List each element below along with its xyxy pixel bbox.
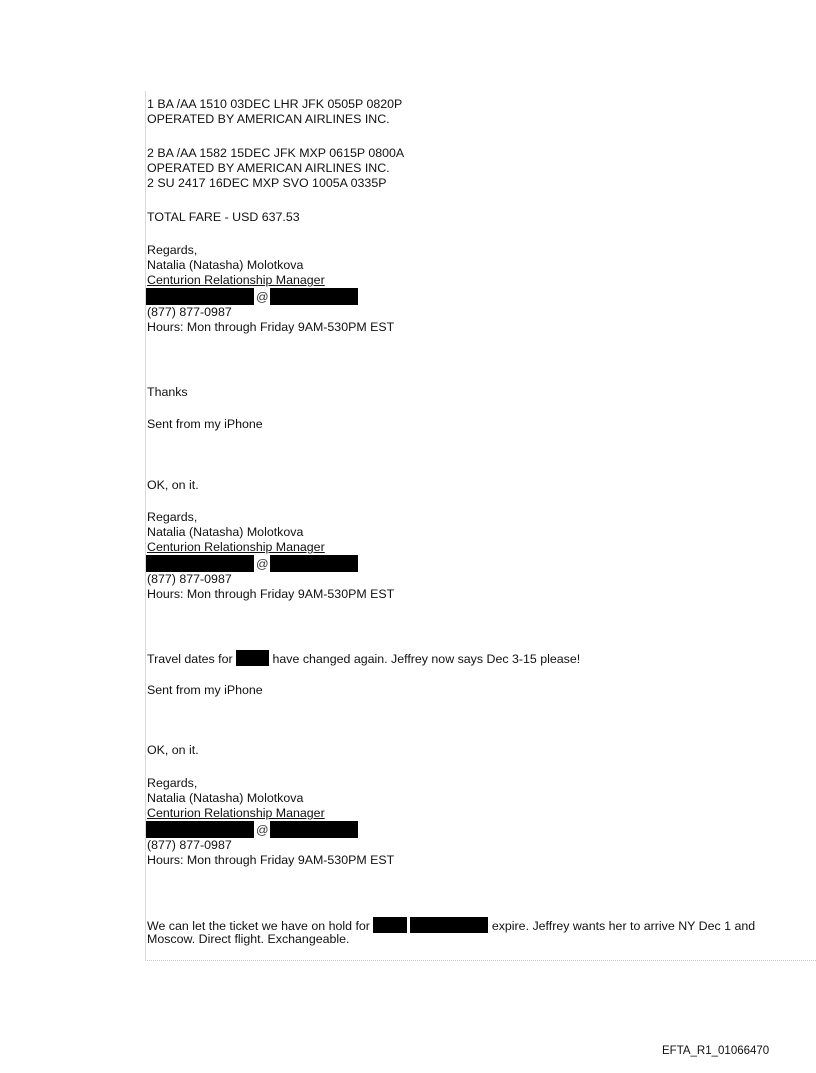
- itinerary-line-4: OPERATED BY AMERICAN AIRLINES INC.: [147, 161, 390, 175]
- redacted-name: [236, 650, 269, 666]
- signature-hours: Hours: Mon through Friday 9AM-530PM EST: [147, 320, 395, 334]
- redacted-email-domain: [270, 821, 358, 838]
- signature-title: Centurion Relationship Manager: [147, 273, 325, 287]
- signature-phone: (877) 877-0987: [147, 305, 232, 319]
- message-ticket-hold: [147, 917, 755, 933]
- signature-name: Natalia (Natasha) Molotkova: [147, 525, 304, 539]
- email-at-symbol: @: [256, 823, 269, 837]
- email-at-symbol: @: [256, 290, 269, 304]
- message-ticket-text: We can let the ticket we have on hold for: [147, 919, 374, 933]
- signature-regards: Regards,: [147, 243, 198, 257]
- message-sent-from-iphone: Sent from my iPhone: [147, 417, 263, 431]
- redacted-email-user: [146, 821, 254, 838]
- itinerary-line-3: 2 BA /AA 1582 15DEC JFK MXP 0615P 0800A: [147, 146, 405, 160]
- signature-title: Centurion Relationship Manager: [147, 806, 325, 820]
- redacted-email-domain: [270, 288, 358, 305]
- message-travel-dates: [147, 650, 580, 666]
- signature-hours: Hours: Mon through Friday 9AM-530PM EST: [147, 853, 395, 867]
- itinerary-line-2: OPERATED BY AMERICAN AIRLINES INC.: [147, 112, 390, 126]
- message-thanks: Thanks: [147, 385, 188, 399]
- email-at-symbol: @: [256, 557, 269, 571]
- message-travel-dates-text: Travel dates for: [147, 652, 237, 666]
- signature-title: Centurion Relationship Manager: [147, 540, 325, 554]
- message-ok-on-it: OK, on it.: [147, 743, 199, 757]
- message-travel-dates-text: have changed again. Jeffrey now says Dec 3-15 please!: [269, 652, 581, 666]
- redacted-email-domain: [270, 555, 358, 572]
- message-sent-from-iphone: Sent from my iPhone: [147, 683, 263, 697]
- message-ok-on-it: OK, on it.: [147, 478, 199, 492]
- signature-regards: Regards,: [147, 510, 198, 524]
- signature-phone: (877) 877-0987: [147, 572, 232, 586]
- signature-hours: Hours: Mon through Friday 9AM-530PM EST: [147, 587, 395, 601]
- signature-phone: (877) 877-0987: [147, 838, 232, 852]
- signature-name: Natalia (Natasha) Molotkova: [147, 258, 304, 272]
- redacted-email-user: [146, 288, 254, 305]
- signature-regards: Regards,: [147, 776, 198, 790]
- document-id-footer: EFTA_R1_01066470: [662, 1045, 770, 1057]
- signature-name: Natalia (Natasha) Molotkova: [147, 791, 304, 805]
- redacted-email-user: [146, 555, 254, 572]
- message-ticket-line-2: Moscow. Direct flight. Exchangeable.: [147, 932, 350, 946]
- itinerary-line-5: 2 SU 2417 16DEC MXP SVO 1005A 0335P: [147, 176, 387, 190]
- total-fare: TOTAL FARE - USD 637.53: [147, 210, 300, 224]
- redacted-name: [410, 917, 488, 933]
- redacted-name: [373, 917, 407, 933]
- itinerary-line-1: 1 BA /AA 1510 03DEC LHR JFK 0505P 0820P: [147, 97, 403, 111]
- message-ticket-text: expire. Jeffrey wants her to arrive NY Dec 1 and: [488, 919, 756, 933]
